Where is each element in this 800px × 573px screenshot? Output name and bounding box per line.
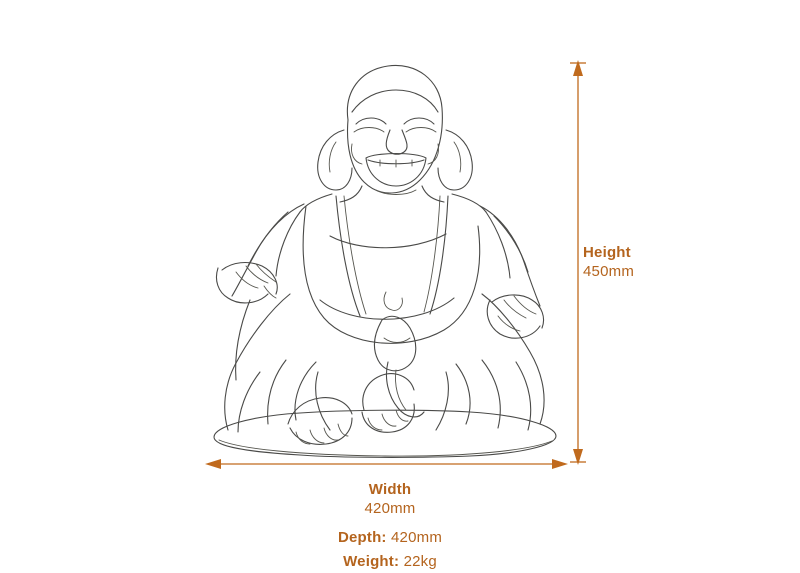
depth-value-text: 420mm [391, 529, 443, 546]
width-arrow [205, 459, 568, 469]
height-label-text: Height [583, 244, 631, 261]
weight-label [320, 552, 460, 571]
width-dimension-label [330, 480, 450, 518]
width-label-text: Width [368, 481, 412, 498]
depth-label-text: Depth: [337, 529, 387, 546]
weight-label-text: Weight: [343, 553, 400, 570]
width-value-text: 420mm [364, 500, 416, 517]
depth-dimension-label [320, 528, 460, 547]
weight-value-text: 22kg [403, 553, 437, 570]
height-value-text: 450mm [583, 263, 635, 280]
height-dimension-label [583, 243, 703, 281]
